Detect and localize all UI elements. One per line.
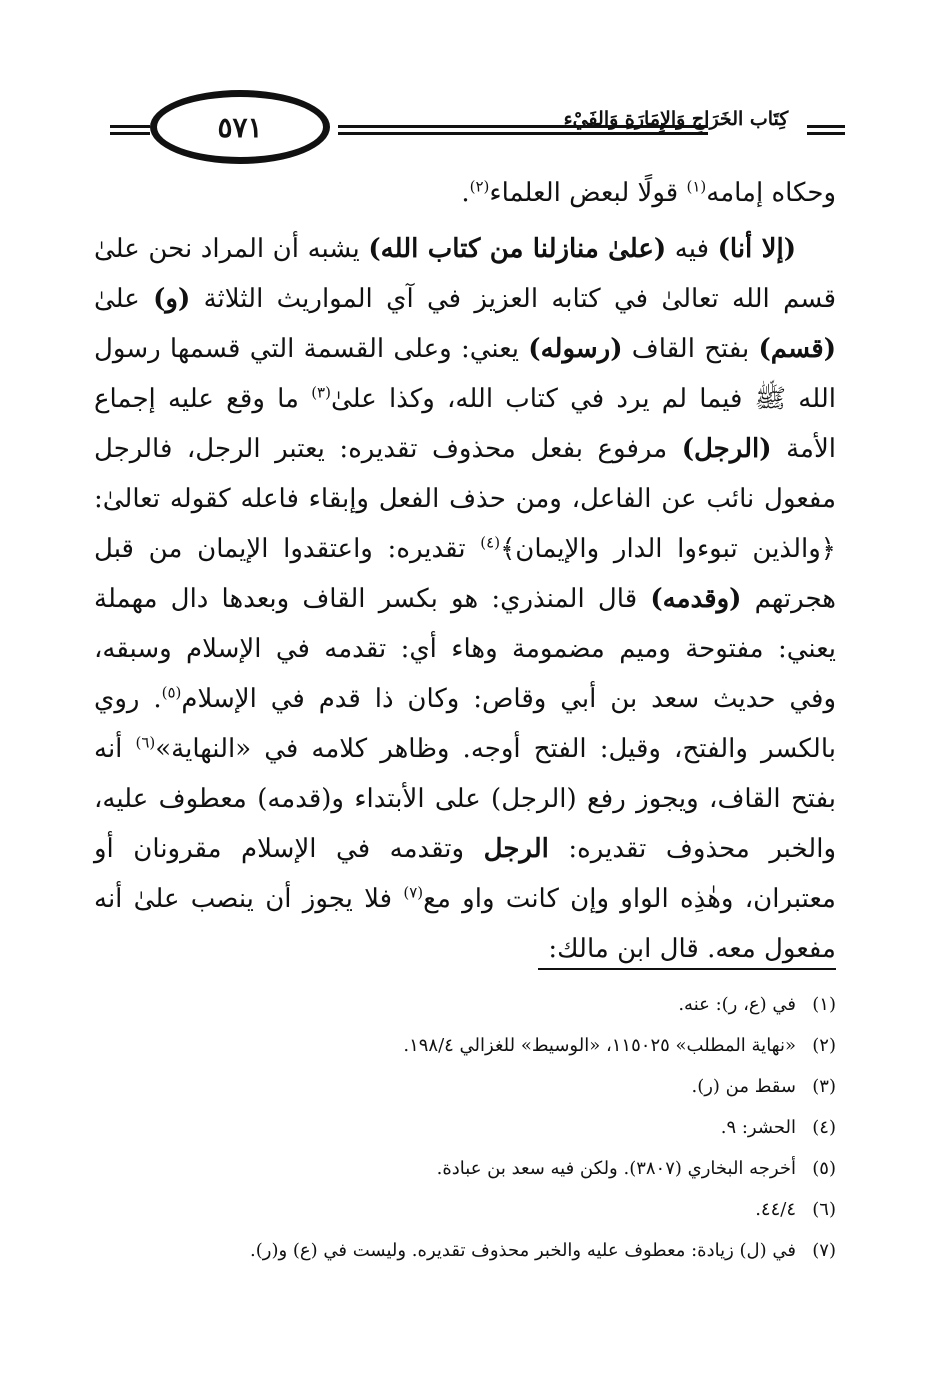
footnote-number: (٧) — [812, 1240, 836, 1261]
footnote-ref: (٦) — [135, 733, 156, 752]
header-rule — [807, 132, 845, 135]
footnote-text: الحشر: ٩. — [720, 1117, 796, 1138]
footnote-number: (٦) — [812, 1199, 836, 1220]
text-run: تقديره: واعتقدوا الإيمان من قبل هجرتهم — [94, 534, 836, 614]
footnote — [94, 1066, 836, 1107]
footnote-number: (٣) — [812, 1076, 836, 1097]
footnote-ref: (٣) — [311, 383, 331, 402]
footnote-ref: (١) — [686, 177, 707, 196]
quoted-text: (وقدمه) — [650, 584, 742, 614]
footnote-number: (٤) — [812, 1117, 836, 1138]
header-rule — [110, 132, 150, 135]
footnote-text: «نهاية المطلب» ١١٥٠٢٥، «الوسيط» للغزالي ١٩٨/٤. — [403, 1035, 796, 1056]
text-run: بفتح القاف — [622, 334, 759, 364]
page-number: ٥٧١ — [217, 110, 263, 144]
page-number-frame — [150, 90, 330, 164]
text-run: فيه — [666, 234, 718, 264]
footnote-number: (٢) — [812, 1035, 836, 1056]
text-run: قولًا لبعض العلماء — [489, 178, 687, 208]
text-run: فلا يجوز أن ينصب علىٰ أنه مفعول معه. قال ابن مالك: — [94, 884, 836, 964]
text-run: يشبه أن المراد نحن علىٰ قسم الله تعالىٰ في كتابه العزيز في آي المواريث الثلاثة — [94, 234, 836, 314]
footnote-text: سقط من (ر). — [691, 1076, 796, 1097]
header-rule — [807, 125, 845, 128]
text-run: مرفوع بفعل محذوف تقديره: يعتبر الرجل، فالرجل مفعول نائب عن الفاعل، ومن حذف الفعل وإبقاء فاعله كقوله تعالىٰ: ﴿والذين تبوءوا الدار والإيمان﴾ — [94, 434, 837, 564]
footnote-number: (١) — [812, 994, 836, 1015]
paragraph — [94, 224, 836, 974]
footnotes — [94, 984, 836, 1271]
footnote — [94, 1025, 836, 1066]
text-run: وتقدمه في الإسلام مقرونان أو معتبران، وهٰذِه الواو وإن كانت واو مع — [94, 834, 836, 914]
book-title: كِتَاب الخَرَاجِ وَالإِمَارَةِ وَالفَيْءِ — [563, 108, 789, 130]
quoted-text: (إلا أنا) — [717, 234, 796, 264]
text-run: قال المنذري: هو بكسر القاف وبعدها دال مهملة يعني: مفتوحة وميم مضمومة وهاء أي: تقدمه في الإسلام وسبقه، وفي حديث سعد بن أبي وقاص: وكان ذا قدم في الإسلام — [94, 584, 836, 714]
page-header — [110, 88, 845, 166]
text-run: . — [461, 178, 470, 208]
footnote-text: في (ل) زيادة: معطوف عليه والخبر محذوف تقديره. وليست في (ع) و(ر). — [250, 1240, 796, 1261]
text-run: . روي بالكسر والفتح، وقيل: الفتح أوجه. وظاهر كلامه في «النهاية» — [94, 684, 836, 764]
paragraph — [94, 168, 836, 218]
text-run: ما وقع عليه إجماع الأمة — [94, 384, 836, 464]
footnote-text: أخرجه البخاري (٣٨٠٧). ولكن فيه سعد بن عبادة. — [436, 1158, 796, 1179]
footnote-text: في (ع، ر): عنه. — [678, 994, 796, 1015]
main-text — [94, 168, 836, 974]
quoted-text: (الرجل) — [681, 434, 772, 464]
footnote — [94, 1230, 836, 1271]
footnote-ref: (٥) — [161, 683, 182, 702]
quoted-text: (رسوله) — [528, 334, 623, 364]
header-rule — [338, 132, 708, 135]
text-run: يعني: وعلى القسمة التي قسمها رسول الله ﷺ فيما لم يرد في كتاب الله، وكذا علىٰ — [94, 334, 836, 414]
footnote — [94, 984, 836, 1025]
footnote — [94, 1189, 836, 1230]
footnote-ref: (٤) — [480, 533, 501, 552]
text-run: علىٰ — [94, 284, 154, 314]
quoted-text: الرجل — [483, 834, 549, 864]
quoted-text: (و) — [153, 284, 191, 314]
footnote-text: ٤٤/٤. — [755, 1199, 796, 1220]
header-rule — [110, 125, 150, 128]
quoted-text: (قسم) — [758, 334, 837, 364]
footnote-number: (٥) — [812, 1158, 836, 1179]
footnote-ref: (٧) — [403, 883, 424, 902]
footnote-ref: (٢) — [469, 177, 490, 196]
footnote-separator — [538, 968, 836, 970]
quoted-text: (علىٰ منازلنا من كتاب الله) — [368, 234, 667, 264]
text-run: أنه بفتح القاف، ويجوز رفع (الرجل) على الأبتداء و(قدمه) معطوف عليه، والخبر محذوف تقديره: — [94, 734, 836, 864]
footnote — [94, 1107, 836, 1148]
text-run: وحكاه إمامه — [706, 178, 836, 208]
footnote — [94, 1148, 836, 1189]
